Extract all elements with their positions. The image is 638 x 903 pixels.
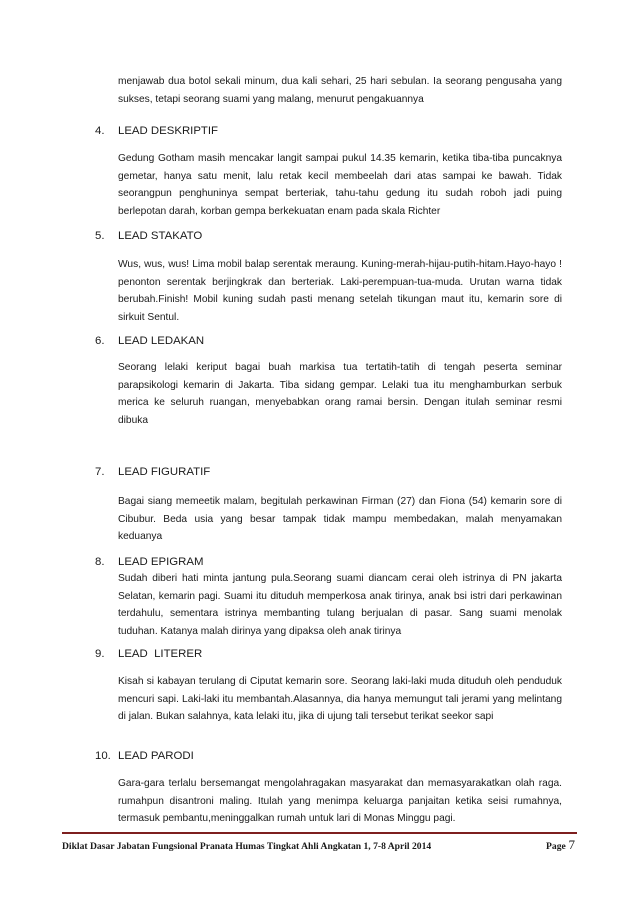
section-heading-lead-stakato: [95, 229, 202, 243]
section-heading-lead-literer: [95, 647, 202, 661]
footer-divider: [62, 832, 577, 834]
section-heading-lead-epigram: [95, 555, 203, 569]
section-body-lead-parodi: Gara-gara terlalu bersemangat mengolahragakan masyarakat dan memasyarakatkan olah raga. rumahpun disantroni maling. Itulah yang menimpa keluarga panjaitan ketika seisi rumahnya, termasuk pembantu,meninggalkan rumah untuk lari di Monas Minggu pagi.: [118, 778, 562, 825]
footer-course-title: Diklat Dasar Jabatan Fungsional Pranata Humas Tingkat Ahli Angkatan 1, 7-8 April 2014: [62, 841, 432, 852]
section-body-lead-epigram: Sudah diberi hati minta jantung pula.Seorang suami diancam cerai oleh istrinya di PN jakarta Selatan, kemarin pagi. Suami itu dituduh memperkosa anak tirinya, anak bsi istri dari perkawinan terdahulu, sementara istrinya membanting tulang berjualan di pasar. Sang suami menolak tuduhan. Katanya malah dirinya yang dipaksa oleh anak tirinya: [118, 573, 562, 637]
section-heading-lead-figuratif: [95, 465, 210, 479]
section-heading-lead-deskriptif: [95, 124, 218, 138]
section-number: 9.: [95, 648, 105, 660]
section-heading-lead-ledakan: [95, 334, 204, 348]
section-title: LEAD STAKATO: [118, 230, 203, 242]
section-title: LEAD EPIGRAM: [118, 556, 204, 568]
section-body-lead-stakato: Wus, wus, wus! Lima mobil balap serentak meraung. Kuning-merah-hijau-putih-hitam.Hayo-hayo ! penonton serentak berjingkrak dan berteriak. Laki-perempuan-tua-muda. Urutan warna tidak berubah.Finish! Mobil kuning sudah pasti menang setelah tikungan maut itu, kemarin sore di sirkuit Sentul.: [118, 259, 562, 323]
section-number: 8.: [95, 556, 105, 568]
section-heading-lead-parodi: [95, 749, 194, 763]
section-title: LEAD FIGURATIF: [118, 466, 211, 478]
section-title: LEAD LEDAKAN: [118, 335, 205, 347]
intro-paragraph: menjawab dua botol sekali minum, dua kali sehari, 25 hari sebulan. Ia seorang pengusaha yang sukses, tetapi seorang suami yang malang, menurut pengakuannya: [118, 76, 562, 105]
section-number: 5.: [95, 230, 105, 242]
section-title: LEAD DESKRIPTIF: [118, 125, 219, 137]
section-number: 4.: [95, 125, 105, 137]
section-body-lead-figuratif: Bagai siang memeetik malam, begitulah perkawinan Firman (27) dan Fiona (54) kemarin sore di Cibubur. Beda usia yang besar tampak tidak mampu membedakan, malah menyamakan keduanya: [118, 496, 562, 543]
section-body-lead-deskriptif: Gedung Gotham masih mencakar langit sampai pukul 14.35 kemarin, ketika tiba-tiba puncaknya gemetar, hanya satu menit, lalu retak kecil membeelah dari atas sampai ke bawah. Tidak seorangpun penghuninya sempat berteriak, tahu-tahu gedung itu sudah roboh jadi puing berlepotan darah, korban gempa berkekuatan enam pada skala Richter: [118, 153, 562, 217]
section-body-lead-ledakan: Seorang lelaki keriput bagai buah markisa tua tertatih-tatih di tengah peserta seminar parapsikologi kemarin di Jakarta. Tiba sidang gempar. Lelaki tua itu menghamburkan serbuk merica ke seluruh ruangan, menyebabkan orang ramai bersin. Dengan itulah seminar resmi dibuka: [118, 362, 562, 426]
section-body-lead-literer: Kisah si kabayan terulang di Ciputat kemarin sore. Seorang laki-laki muda dituduh oleh penduduk mencuri sapi. Laki-laki itu membantah.Alasannya, dia hanya memungut tali jerami yang melintang di jalan. Bukan salahnya, kata lelaki itu, jika di ujung tali tersebut terikat seekor sapi: [118, 676, 562, 723]
page-label: Page: [546, 841, 566, 852]
section-number: 10.: [95, 750, 111, 762]
footer-page-indicator: [546, 837, 575, 855]
section-title: LEAD PARODI: [118, 750, 194, 762]
section-number: 6.: [95, 335, 105, 347]
section-title: LEAD LITERER: [118, 648, 203, 660]
page-number: 7: [568, 837, 575, 852]
section-number: 7.: [95, 466, 105, 478]
